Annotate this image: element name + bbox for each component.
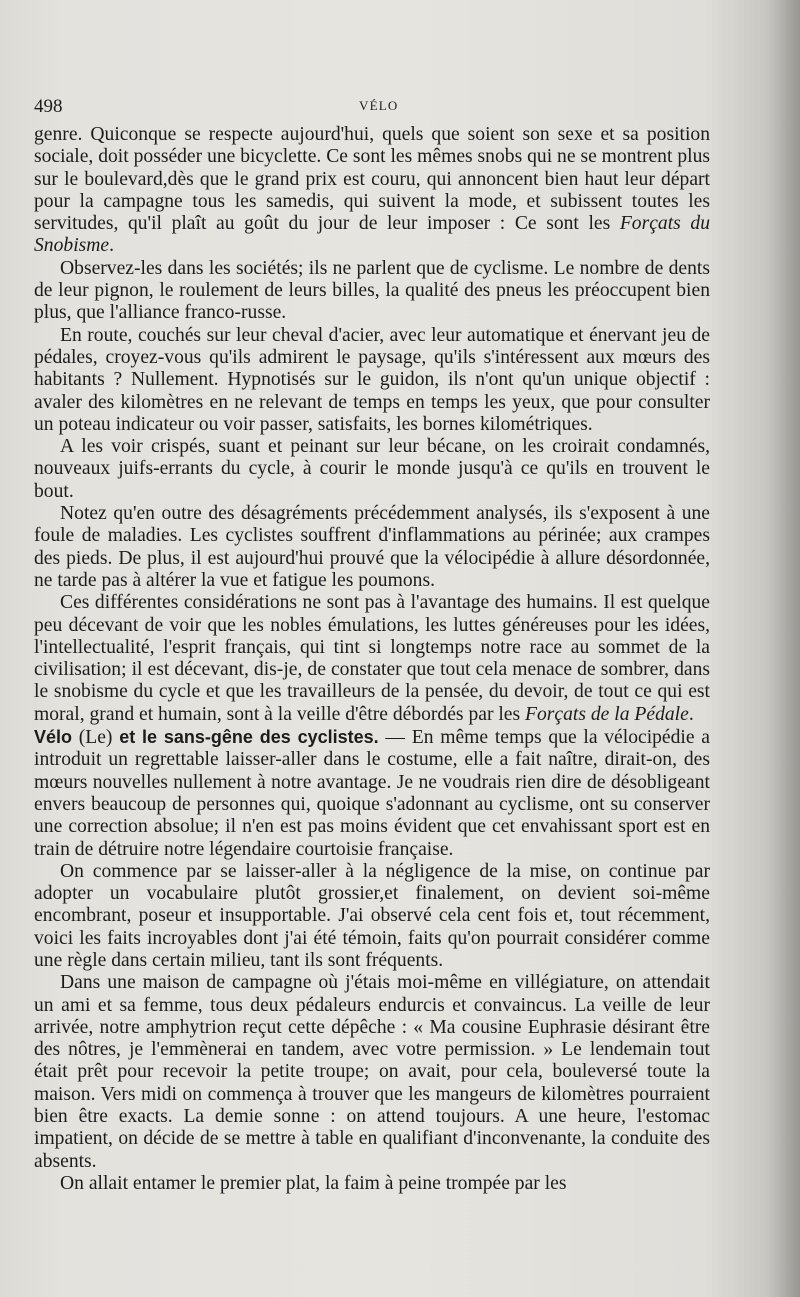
paragraph-1: genre. Quiconque se respecte aujourd'hui, quels que soient son sexe et sa position sociale, doit posséder une bicyclette. Ce sont les mêmes snobs qui ne se montrent plus sur le boulevard,dès que le grand prix est couru, qui annoncent bien haut leur départ pour la campagne tous les samedis, qui suivent la mode, et subissent toutes les servitudes, qu'il plaît au goût du jour de leur imposer : Ce sont les Forçats du Snobisme.	[34, 124, 710, 257]
paragraph-7: On commence par se laisser-aller à la négligence de la mise, on continue par adopter un vocabulaire plutôt grossier,et finalement, on devient soi-même encombrant, poseur et insupportable. J'ai observé cela cent fois et, tout récemment, voici les faits incroyables dont j'ai été témoin, faits qu'on pourrait considérer comme une règle dans certain milieu, tant ils sont fréquents.	[34, 860, 710, 971]
italic-forcats-snobisme: Forçats du Snobisme	[34, 213, 710, 257]
page-body	[34, 124, 710, 1195]
running-title: VÉLO	[359, 98, 399, 113]
paragraph-3: En route, couchés sur leur cheval d'acier, avec leur automatique et énervant jeu de pédales, croyez-vous qu'ils admirent le paysage, qu'ils s'intéressent aux mœurs des habitants ? Nullement. Hypnotisés sur le guidon, ils n'ont qu'un unique objectif : avaler des kilomètres en ne relevant de temps en temps les yeux, que pour consulter un poteau indicateur ou voir passer, satisfaits, les bornes kilométriques.	[34, 324, 710, 435]
paragraph-6: Ces différentes considérations ne sont pas à l'avantage des humains. Il est quelque peu décevant de voir que les nobles émulations, les luttes généreuses pour les idées, l'intellectualité, l'esprit français, qui tint si longtemps notre race au sommet de la civilisation; il est décevant, dis-je, de constater que tout cela menace de sombrer, dans le snobisme du cycle et que les travailleurs de la pensée, du devoir, de tout ce qui est moral, grand et humain, sont à la veille d'être débordés par les Forçats de la Pédale.	[34, 592, 710, 725]
page-edge-shadow	[766, 0, 800, 1297]
page-header	[34, 96, 710, 120]
paragraph-2: Observez-les dans les sociétés; ils ne parlent que de cyclisme. Le nombre de dents de leur pignon, le roulement de leurs billes, la qualité des pneus les préoccupent bien plus, que l'alliance franco-russe.	[34, 257, 710, 324]
paragraph-9: On allait entamer le premier plat, la faim à peine trompée par les	[60, 1172, 567, 1194]
paragraph-4: A les voir crispés, suant et peinant sur leur bécane, on les croirait condamnés, nouveaux juifs-errants du cycle, à courir le monde jusqu'à ce qu'ils en trouvent le bout.	[34, 436, 710, 502]
dictionary-entry	[34, 726, 710, 861]
paragraph-5: Notez qu'en outre des désagréments précédemment analysés, ils s'exposent à une foule de maladies. Les cyclistes souffrent d'inflammations au périnée; aux crampes des pieds. De plus, il est aujourd'hui prouvé que la vélocipédie à allure désordonnée, ne tarde pas à altérer la vue et fatigue les poumons.	[34, 503, 710, 591]
entry-head-article: (Le)	[72, 727, 120, 749]
entry-headword: Vélo	[34, 727, 73, 748]
entry-head-title: et le sans-gêne des cyclistes.	[119, 727, 379, 748]
italic-forcats-pedale: Forçats de la Pédale	[525, 703, 689, 725]
page-number: 498	[34, 96, 63, 117]
paragraph-8: Dans une maison de campagne où j'étais moi-même en villégiature, on attendait un ami et sa femme, tous deux pédaleurs endurcis et convaincus. La veille de leur arrivée, notre amphytrion reçut cette dépêche : « Ma cousine Euphrasie désirant être des nôtres, je l'emmènerai en tandem, avec votre permission. » Le lendemain tout était prêt pour recevoir la petite troupe; on avait, pour cela, bouleversé toute la maison. Vers midi on commença à trouver que les mangeurs de kilomètres pourraient bien être exacts. La demie sonne : on attend toujours. A une heure, l'estomac impatient, on décide de se mettre à table en qualifiant d'inconvenante, la conduite des absents.	[34, 972, 710, 1172]
entry-text: — En même temps que la vélocipédie a introduit un regrettable laisser-aller dans le costume, elle a fait naître, dirait-on, des mœurs nouvelles nullement à notre avantage. Je ne voudrais rien dire de désobligeant envers beaucoup de personnes qui, quoique s'adonnant au cyclisme, ont su conserver une correction absolue; il n'en est pas moins évident que cet envahissant sport est en train de détruire notre légendaire courtoisie française.	[34, 727, 710, 860]
